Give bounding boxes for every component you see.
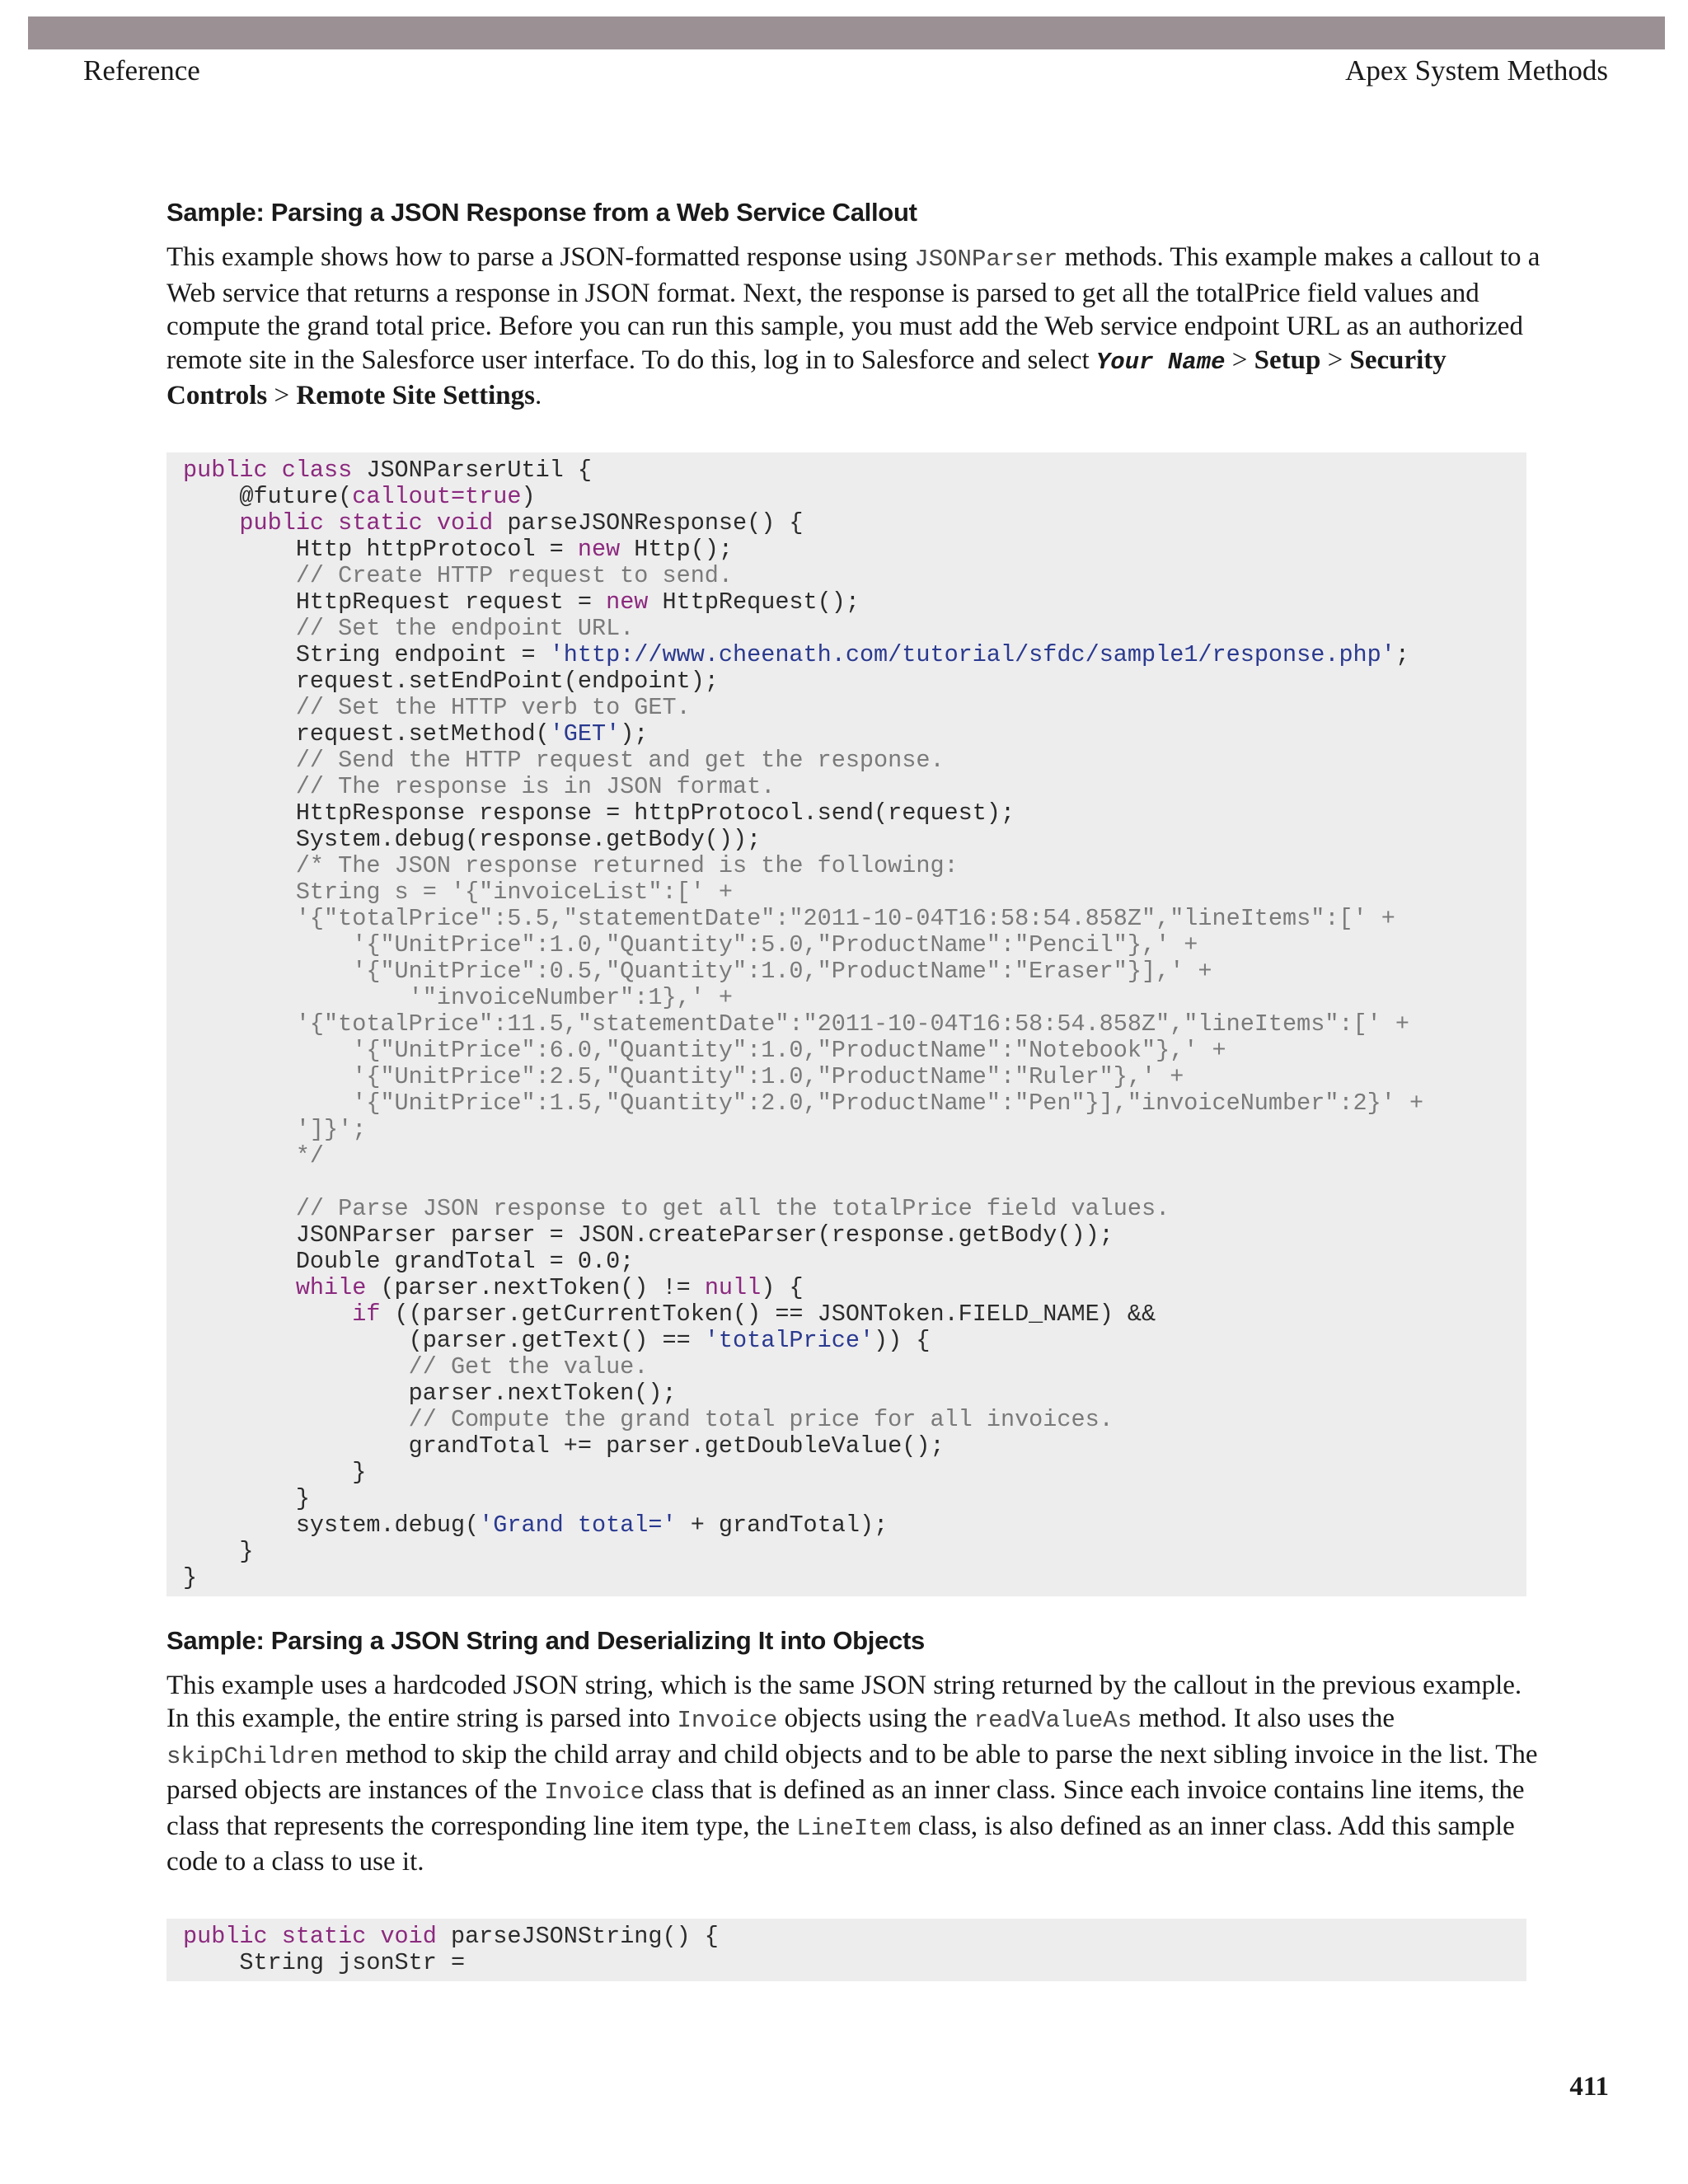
code-token: HttpRequest(); bbox=[648, 588, 860, 616]
code-token: ); bbox=[620, 719, 649, 748]
code-token: // Compute the grand total price for all invoices. bbox=[183, 1405, 1114, 1433]
code-line bbox=[183, 1923, 719, 1950]
code-token: '{"UnitPrice":6.0,"Quantity":1.0,"ProductName":"Notebook"},' + bbox=[183, 1036, 1226, 1064]
code-token: grandTotal += parser.getDoubleValue(); bbox=[183, 1432, 945, 1460]
code-token: @future( bbox=[183, 482, 353, 510]
code-token: '{"totalPrice":11.5,"statementDate":"2011-10-04T16:58:54.858Z","lineItems":[' + bbox=[183, 1010, 1409, 1038]
code-token: public static void bbox=[183, 509, 508, 537]
code-line bbox=[183, 958, 1212, 985]
code-line bbox=[183, 483, 536, 510]
code-token: if bbox=[183, 1300, 381, 1328]
code-line bbox=[183, 1142, 324, 1169]
code-token: new bbox=[606, 588, 649, 616]
code-token: request.setMethod( bbox=[183, 719, 550, 748]
code-line bbox=[183, 984, 733, 1011]
code-line bbox=[183, 1459, 366, 1486]
code-token: JSONParserUtil { bbox=[366, 456, 592, 484]
code-token: )) { bbox=[874, 1326, 931, 1354]
code-token: Http(); bbox=[620, 535, 734, 563]
code-token: public class bbox=[183, 456, 367, 484]
code-token: 'Grand total=' bbox=[479, 1511, 677, 1539]
code-line bbox=[183, 562, 733, 589]
code-token: ) { bbox=[761, 1273, 804, 1301]
inline-code-readvalueas: readValueAs bbox=[973, 1707, 1132, 1734]
code-token: Double grandTotal = 0.0; bbox=[183, 1247, 635, 1275]
code-token: '{"UnitPrice":2.5,"Quantity":1.0,"ProductName":"Ruler"},' + bbox=[183, 1062, 1184, 1090]
code-token: while bbox=[183, 1273, 367, 1301]
code-token: HttpRequest request = bbox=[183, 588, 607, 616]
code-line bbox=[183, 1037, 1226, 1064]
code-token: // Set the endpoint URL. bbox=[183, 614, 635, 642]
code-token: '{"totalPrice":5.5,"statementDate":"2011-10-04T16:58:54.858Z","lineItems":[' + bbox=[183, 904, 1395, 932]
code-line bbox=[183, 1485, 310, 1512]
code-token: 'http://www.cheenath.com/tutorial/sfdc/sample1/response.php' bbox=[549, 640, 1395, 668]
code-token: '{"UnitPrice":1.5,"Quantity":2.0,"ProductName":"Pen"}],"invoiceNumber":2}' + bbox=[183, 1089, 1424, 1117]
code-line bbox=[183, 1564, 197, 1591]
inline-code-skipchildren: skipChildren bbox=[166, 1742, 339, 1770]
code-token: // Create HTTP request to send. bbox=[183, 561, 734, 589]
section-heading-json-deserialize: Sample: Parsing a JSON String and Deserializing It into Objects bbox=[166, 1625, 925, 1655]
code-line bbox=[183, 1248, 634, 1275]
menu-path-setup: Setup bbox=[1254, 344, 1321, 375]
code-token: JSONParser parser = JSON.createParser(response.getBody()); bbox=[183, 1221, 1114, 1249]
code-line bbox=[183, 1063, 1184, 1090]
page-content bbox=[166, 196, 1541, 1981]
code-block-json-parser-util bbox=[166, 452, 1526, 1596]
code-token: '"invoiceNumber":1},' + bbox=[183, 983, 734, 1011]
code-token: } bbox=[183, 1458, 367, 1486]
section-paragraph-json-response: This example shows how to parse a JSON-formatted response using JSONParser methods. This example makes a callout to a Web service that returns a response in JSON format. Next, the response is parsed to get all the totalPrice field values and compute the grand total price. Before you can run this sample, you must add the Web service endpoint URL as an authorized remote site in the Salesforce user interface. To do this, log in to Salesforce and select Your Name > Setup > Security Controls > Remote Site Settings. bbox=[166, 242, 1540, 410]
code-token: parseJSONString() { bbox=[436, 1922, 719, 1950]
code-line bbox=[183, 641, 1409, 668]
code-token: '{"UnitPrice":0.5,"Quantity":1.0,"ProductName":"Eraser"}],' + bbox=[183, 957, 1212, 985]
code-token: System.debug(response.getBody()); bbox=[183, 825, 762, 853]
code-line bbox=[183, 1010, 1409, 1038]
code-token: callout=true bbox=[352, 482, 522, 510]
inline-code-jsonparser: JSONParser bbox=[914, 246, 1058, 273]
code-token: String s = '{"invoiceList":[' + bbox=[183, 878, 734, 906]
code-line bbox=[183, 747, 945, 774]
code-line bbox=[183, 1090, 1423, 1117]
code-token: // The response is in JSON format. bbox=[183, 772, 776, 800]
code-line bbox=[183, 457, 592, 484]
inline-code-invoice: Invoice bbox=[677, 1707, 778, 1734]
code-line bbox=[183, 799, 1015, 827]
code-token: } bbox=[183, 1563, 198, 1591]
code-token: */ bbox=[183, 1141, 325, 1169]
code-line bbox=[183, 1195, 1170, 1222]
code-token: parser.nextToken(); bbox=[183, 1379, 677, 1407]
running-header-chapter: Apex System Methods bbox=[1345, 54, 1608, 87]
code-line bbox=[183, 931, 1198, 958]
code-token: request.setEndPoint(endpoint); bbox=[183, 667, 719, 695]
code-token: public static void bbox=[183, 1922, 437, 1950]
code-line bbox=[183, 879, 733, 906]
inline-code-invoice-class: Invoice bbox=[544, 1779, 645, 1806]
code-token: parseJSONResponse() { bbox=[507, 509, 804, 537]
section-heading-json-response: Sample: Parsing a JSON Response from a Web Service Callout bbox=[166, 198, 917, 227]
code-line bbox=[183, 826, 761, 853]
code-token: ']}'; bbox=[183, 1115, 367, 1143]
code-line bbox=[183, 1353, 648, 1380]
code-token: (parser.nextToken() != bbox=[366, 1273, 705, 1301]
inline-code-lineitem: LineItem bbox=[796, 1814, 912, 1842]
code-token: (parser.getText() == bbox=[183, 1326, 705, 1354]
code-token: } bbox=[183, 1537, 254, 1565]
menu-path-remote-site-settings: Remote Site Settings bbox=[296, 381, 535, 410]
code-line bbox=[183, 668, 719, 695]
code-token: ; bbox=[1395, 640, 1409, 668]
code-token: 'totalPrice' bbox=[704, 1326, 874, 1354]
code-token: 'GET' bbox=[549, 719, 621, 748]
code-token: // Parse JSON response to get all the totalPrice field values. bbox=[183, 1194, 1170, 1222]
code-line bbox=[183, 536, 733, 563]
code-line bbox=[183, 1301, 1156, 1328]
code-line bbox=[183, 1327, 930, 1354]
code-line bbox=[183, 905, 1395, 932]
code-line bbox=[183, 1274, 804, 1301]
code-token: // Set the HTTP verb to GET. bbox=[183, 693, 691, 721]
code-line bbox=[183, 1432, 945, 1460]
code-line bbox=[183, 588, 860, 616]
code-line bbox=[183, 1949, 465, 1976]
code-token: // Send the HTTP request and get the response. bbox=[183, 746, 945, 774]
page-number: 411 bbox=[1569, 2072, 1609, 2102]
code-line bbox=[183, 1380, 677, 1407]
code-line bbox=[183, 1538, 254, 1565]
code-line bbox=[183, 615, 634, 642]
code-token: } bbox=[183, 1484, 310, 1512]
code-token: ((parser.getCurrentToken() == JSONToken.FIELD_NAME) && bbox=[380, 1300, 1156, 1328]
code-line bbox=[183, 1511, 888, 1539]
code-token: /* The JSON response returned is the following: bbox=[183, 851, 959, 879]
code-line bbox=[183, 720, 648, 748]
code-token: ) bbox=[521, 482, 536, 510]
code-token: HttpResponse response = httpProtocol.send(request); bbox=[183, 799, 1015, 827]
running-header-section: Reference bbox=[83, 54, 200, 87]
code-line bbox=[183, 852, 959, 879]
top-bar bbox=[28, 16, 1665, 49]
code-token: // Get the value. bbox=[183, 1352, 649, 1380]
code-token: '{"UnitPrice":1.0,"Quantity":5.0,"ProductName":"Pencil"},' + bbox=[183, 930, 1198, 958]
code-line bbox=[183, 509, 804, 537]
code-token: null bbox=[704, 1273, 762, 1301]
code-block-parse-json-string bbox=[166, 1919, 1526, 1981]
code-line bbox=[183, 1406, 1114, 1433]
code-line bbox=[183, 773, 775, 800]
code-token: system.debug( bbox=[183, 1511, 480, 1539]
code-token: String endpoint = bbox=[183, 640, 550, 668]
section-paragraph-json-deserialize: This example uses a hardcoded JSON string, which is the same JSON string returned by the callout in the previous example. In this example, the entire string is parsed into Invoice objects using the readValueAs method. It also uses the skipChildren method to skip the child array and child objects and to be able to parse the next sibling invoice in the list. The parsed objects are instances of the Invoice class that is defined as an inner class. Since each invoice contains line items, the class that represents the corresponding line item type, the LineItem class, is also defined as an inner class. Add this sample code to a class to use it. bbox=[166, 1670, 1538, 1877]
code-token: new bbox=[577, 535, 621, 563]
user-name-variable: Your Name bbox=[1095, 348, 1226, 376]
code-token: String jsonStr = bbox=[183, 1948, 466, 1976]
code-token: + grandTotal); bbox=[676, 1511, 889, 1539]
code-line bbox=[183, 1116, 366, 1143]
code-token: Http httpProtocol = bbox=[183, 535, 578, 563]
code-line bbox=[183, 694, 691, 721]
menu-path-security-controls: Security Controls bbox=[166, 344, 1447, 410]
code-line bbox=[183, 1221, 1114, 1249]
